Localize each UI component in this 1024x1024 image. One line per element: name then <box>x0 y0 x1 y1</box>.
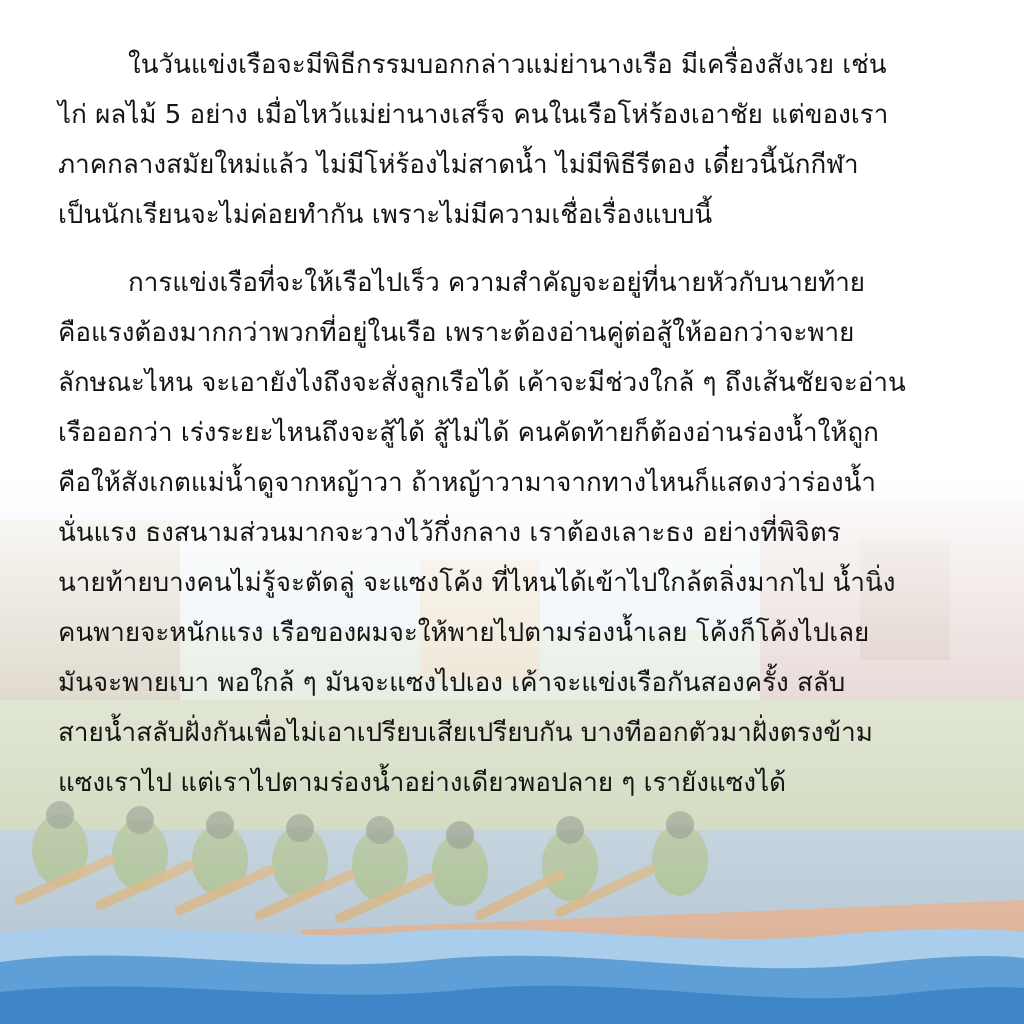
text-line: คนพายจะหนักแรง เรือของผมจะให้พายไปตามร่องน้ำเลย โค้งก็โค้งไปเลย <box>58 618 870 648</box>
paragraph-1 <box>58 40 968 240</box>
text-line: ในวันแข่งเรือจะมีพิธีกรรมบอกกล่าวแม่ย่านางเรือ มีเครื่องสังเวย เช่น <box>128 50 887 80</box>
text-line: การแข่งเรือที่จะให้เรือไปเร็ว ความสำคัญจะอยู่ที่นายหัวกับนายท้าย <box>128 268 866 298</box>
article-text <box>58 40 968 826</box>
wave-decoration <box>0 914 1024 1024</box>
text-line: มันจะพายเบา พอใกล้ ๆ มันจะแซงไปเอง เค้าจะแข่งเรือกันสองครั้ง สลับ <box>58 668 846 698</box>
text-line: นั่นแรง ธงสนามส่วนมากจะวางไว้กึ่งกลาง เราต้องเลาะธง อย่างที่พิจิตร <box>58 518 841 548</box>
text-line: เรือออกว่า เร่งระยะไหนถึงจะสู้ได้ สู้ไม่ได้ คนคัดท้ายก็ต้องอ่านร่องน้ำให้ถูก <box>58 418 879 448</box>
text-line: คือให้สังเกตแม่น้ำดูจากหญ้าวา ถ้าหญ้าวามาจากทางไหนก็แสดงว่าร่องน้ำ <box>58 468 876 498</box>
text-line: นายท้ายบางคนไม่รู้จะตัดลู่ จะแซงโค้ง ที่ไหนได้เข้าไปใกล้ตลิ่งมากไป น้ำนิ่ง <box>58 568 896 598</box>
text-line: สายน้ำสลับฝั่งกันเพื่อไม่เอาเปรียบเสียเปรียบกัน บางทีออกตัวมาฝั่งตรงข้าม <box>58 718 873 748</box>
text-line: เป็นนักเรียนจะไม่ค่อยทำกัน เพราะไม่มีความเชื่อเรื่องแบบนี้ <box>58 200 713 230</box>
text-line: ไก่ ผลไม้ 5 อย่าง เมื่อไหว้แม่ย่านางเสร็จ คนในเรือโห่ร้องเอาชัย แต่ของเรา <box>58 100 889 130</box>
text-line: ลักษณะไหน จะเอายังไงถึงจะสั่งลูกเรือได้ เค้าจะมีช่วงใกล้ ๆ ถึงเส้นชัยจะอ่าน <box>58 368 906 398</box>
text-line: ภาคกลางสมัยใหม่แล้ว ไม่มีโห่ร้องไม่สาดน้ำ ไม่มีพิธีรีตอง เดี๋ยวนี้นักกีฬา <box>58 150 859 180</box>
paragraph-2 <box>58 258 968 808</box>
text-line: แซงเราไป แต่เราไปตามร่องน้ำอย่างเดียวพอปลาย ๆ เรายังแซงได้ <box>58 768 787 798</box>
text-line: คือแรงต้องมากกว่าพวกที่อยู่ในเรือ เพราะต้องอ่านคู่ต่อสู้ให้ออกว่าจะพาย <box>58 318 855 348</box>
